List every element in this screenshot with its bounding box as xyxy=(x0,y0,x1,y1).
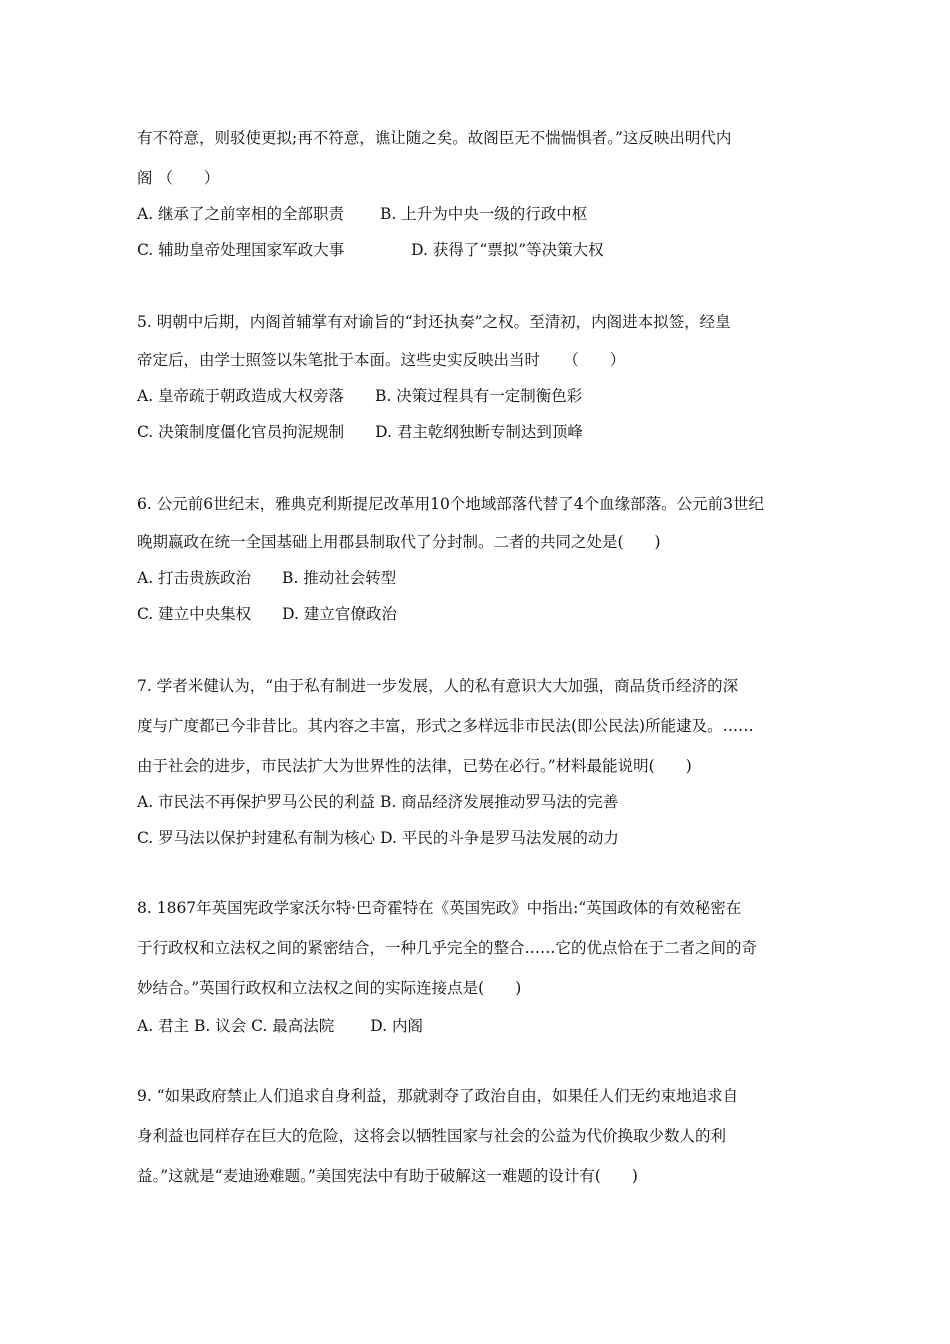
q7-stem-line-2: 度与广度都已今非昔比。其内容之丰富，形式之多样远非市民法(即公民法)所能逮及。…… xyxy=(137,717,754,735)
q8-options-line-1: A. 君主 B. 议会 C. 最高法院 D. 内阁 xyxy=(137,1017,423,1035)
q7-options-line-2: C. 罗马法以保护封建私有制为核心 D. 平民的斗争是罗马法发展的动力 xyxy=(137,829,619,847)
q4-stem-line-1: 有不符意，则驳使更拟;再不符意，谯让随之矣。故阁臣无不惴惴惧者。”这反映出明代内 xyxy=(137,129,732,147)
q5-stem-line-1: 5. 明朝中后期，内阁首辅掌有对谕旨的“封还执奏”之权。至清初，内阁进本拟签，经皇 xyxy=(137,313,731,331)
q4-stem-line-2: 阁 （ ） xyxy=(137,169,220,187)
q8-stem-line-2: 于行政权和立法权之间的紧密结合，一种几乎完全的整合……它的优点恰在于二者之间的奇 xyxy=(137,939,758,957)
q7-stem-line-3: 由于社会的进步，市民法扩大为世界性的法律，已势在必行。”材料最能说明( ) xyxy=(137,757,692,775)
q6-stem-line-1: 6. 公元前6世纪末，雅典克利斯提尼改革用10个地域部落代替了4个血缘部落。公元前3世纪 xyxy=(137,495,765,513)
q8-stem-line-3: 妙结合。”英国行政权和立法权之间的实际连接点是( ) xyxy=(137,979,522,997)
q8-stem-line-1: 8. 1867年英国宪政学家沃尔特·巴奇霍特在《英国宪政》中指出:“英国政体的有效秘密在 xyxy=(137,899,742,917)
q7-options-line-1: A. 市民法不再保护罗马公民的利益 B. 商品经济发展推动罗马法的完善 xyxy=(137,793,619,811)
q6-stem-line-2: 晚期嬴政在统一全国基础上用郡县制取代了分封制。二者的共同之处是( ) xyxy=(137,533,661,551)
q4-options-line-1: A. 继承了之前宰相的全部职责 B. 上升为中央一级的行政中枢 xyxy=(137,205,588,223)
q4-options-line-2: C. 辅助皇帝处理国家军政大事 D. 获得了“票拟”等决策大权 xyxy=(137,241,604,259)
q9-stem-line-2: 身利益也同样存在巨大的危险，这将会以牺牲国家与社会的公益为代价换取少数人的利 xyxy=(137,1127,727,1145)
q6-options-line-1: A. 打击贵族政治 B. 推动社会转型 xyxy=(137,569,397,587)
q5-stem-line-2: 帝定后，由学士照签以朱笔批于本面。这些史实反映出当时 （ ） xyxy=(137,351,626,369)
q5-options-line-2: C. 决策制度僵化官员拘泥规制 D. 君主乾纲独断专制达到顶峰 xyxy=(137,423,583,441)
q7-stem-line-1: 7. 学者米健认为，“由于私有制进一步发展，人的私有意识大大加强，商品货币经济的深 xyxy=(137,677,739,695)
q9-stem-line-1: 9. “如果政府禁止人们追求自身利益，那就剥夺了政治自由，如果任人们无约束地追求自 xyxy=(137,1087,739,1105)
q6-options-line-2: C. 建立中央集权 D. 建立官僚政治 xyxy=(137,605,397,623)
q5-options-line-1: A. 皇帝疏于朝政造成大权旁落 B. 决策过程具有一定制衡色彩 xyxy=(137,387,583,405)
q9-stem-line-3: 益。”这就是“麦迪逊难题。”美国宪法中有助于破解这一难题的设计有( ) xyxy=(137,1167,638,1185)
